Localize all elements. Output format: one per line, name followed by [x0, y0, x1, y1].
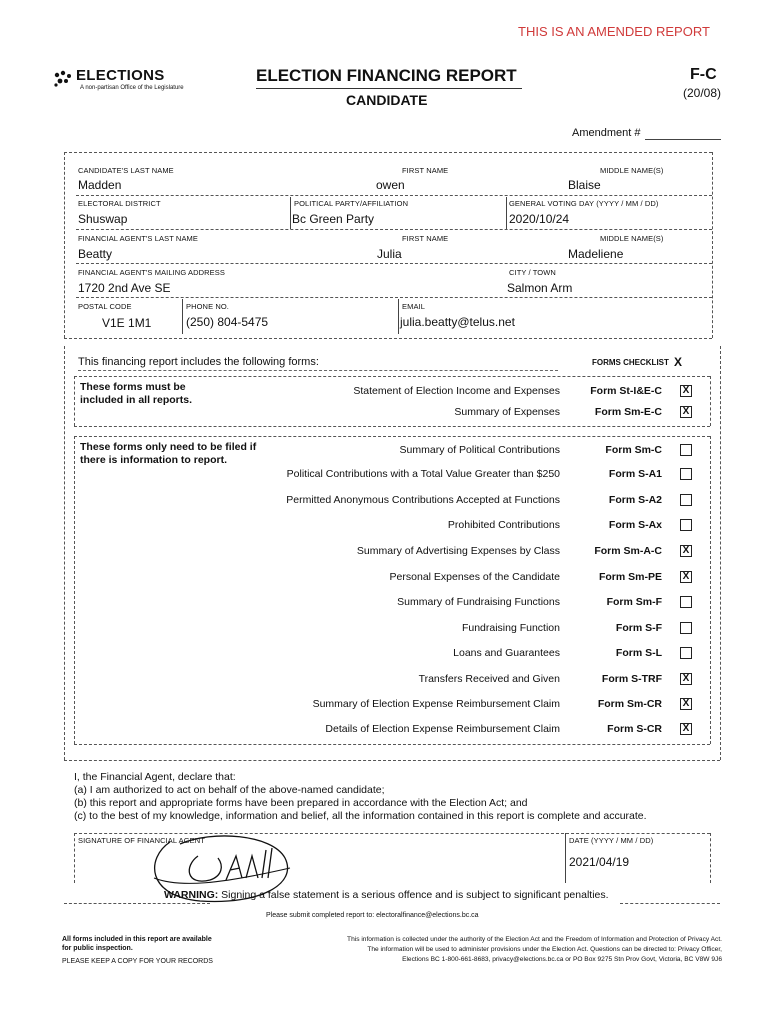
form-code-label: Form S-A2 — [608, 494, 662, 506]
date-box-left — [565, 833, 566, 883]
form-description: Summary of Political Contributions — [399, 444, 560, 456]
agent-city-field[interactable]: Salmon Arm — [507, 281, 573, 295]
report-title: ELECTION FINANCING REPORT — [256, 66, 517, 85]
form-code-label: Form Sm-C — [605, 444, 662, 456]
date-box-top — [566, 833, 710, 834]
required-box-left — [74, 376, 75, 426]
candidate-middle-name-label: MIDDLE NAME(S) — [600, 166, 664, 175]
agent-middle-name-label: MIDDLE NAME(S) — [600, 234, 664, 243]
id-box-left — [64, 152, 65, 338]
amendment-field[interactable] — [645, 139, 721, 140]
form-checkbox[interactable]: X — [680, 698, 692, 710]
amendment-label: Amendment # — [572, 127, 641, 139]
form-code-label: Form Sm-A-C — [594, 545, 662, 557]
form-checkbox[interactable]: X — [680, 406, 692, 418]
declaration-c: (c) to the best of my knowledge, information and belief, all the information contained in this report is complete and accurate. — [74, 810, 647, 822]
form-description: Loans and Guarantees — [453, 647, 560, 659]
form-code-label: Form S-F — [615, 622, 662, 634]
form-description: Summary of Election Expense Reimbursement Claim — [312, 698, 560, 710]
footer-public-2: for public inspection. — [62, 945, 133, 952]
email-label: EMAIL — [402, 302, 426, 311]
required-note: These forms must be included in all reports. — [80, 381, 193, 406]
form-description: Summary of Expenses — [454, 406, 560, 418]
id-box-top — [64, 152, 712, 153]
row-divider — [76, 297, 712, 298]
declaration-intro: I, the Financial Agent, declare that: — [74, 771, 236, 783]
section-left-border — [64, 346, 65, 760]
warning-prefix: WARNING: — [164, 889, 219, 901]
row-divider — [76, 263, 712, 264]
required-box-right — [710, 376, 711, 426]
form-code-label: Form St-I&E-C — [590, 385, 662, 397]
agent-city-label: CITY / TOWN — [509, 268, 556, 277]
declaration-b: (b) this report and appropriate forms have been prepared in accordance with the Election Act; and — [74, 797, 528, 809]
candidate-last-name-field[interactable]: Madden — [78, 178, 122, 192]
voting-day-field[interactable]: 2020/10/24 — [509, 212, 570, 226]
form-checkbox[interactable]: X — [680, 545, 692, 557]
agent-middle-name-field[interactable]: Madeliene — [568, 247, 624, 261]
form-code-label: Form S-TRF — [601, 673, 662, 685]
warning-rule — [620, 903, 720, 904]
electoral-district-field[interactable]: Shuswap — [78, 212, 128, 226]
form-description: Summary of Advertising Expenses by Class — [356, 545, 560, 557]
form-code-label: Form S-L — [615, 647, 662, 659]
party-field[interactable]: Bc Green Party — [292, 212, 375, 226]
postal-code-field[interactable]: V1E 1M1 — [102, 316, 152, 330]
checklist-mark: X — [674, 355, 683, 369]
form-code-label: Form Sm-E-C — [594, 406, 662, 418]
column-divider — [182, 299, 183, 334]
footer-keep-copy: PLEASE KEEP A COPY FOR YOUR RECORDS — [62, 958, 213, 965]
column-divider — [506, 197, 507, 229]
form-code-label: Form S-A1 — [608, 468, 662, 480]
form-code-label: Form Sm-F — [606, 596, 662, 608]
id-box-right — [712, 152, 713, 338]
optional-box-top — [74, 436, 710, 437]
form-description: Permitted Anonymous Contributions Accepted at Functions — [286, 494, 560, 506]
warning-line — [164, 889, 609, 901]
agent-first-name-field[interactable]: Julia — [377, 247, 402, 261]
candidate-first-name-field[interactable]: owen — [376, 178, 405, 192]
form-date: (20/08) — [683, 86, 722, 100]
report-subtitle: CANDIDATE — [346, 92, 428, 108]
intro-divider — [78, 370, 558, 371]
form-code-label: Form Sm-PE — [598, 571, 662, 583]
forms-intro: This financing report includes the following forms: — [78, 356, 319, 368]
warning-text: Signing a false statement is a serious offence and is subject to significant penalties. — [221, 889, 609, 901]
agent-address-label: FINANCIAL AGENT'S MAILING ADDRESS — [78, 268, 225, 277]
candidate-first-name-label: FIRST NAME — [402, 166, 449, 175]
form-code-label: Form S-Ax — [608, 519, 662, 531]
submit-note: Please submit completed report to: electoralfinance@elections.bc.ca — [266, 912, 479, 919]
optional-box-left — [74, 436, 75, 744]
required-box-top — [74, 376, 710, 377]
candidate-last-name-label: CANDIDATE'S LAST NAME — [78, 166, 174, 175]
form-checkbox[interactable] — [680, 468, 692, 480]
form-checkbox[interactable] — [680, 647, 692, 659]
logo-mark-icon — [52, 70, 74, 88]
logo-subtitle: A non-partisan Office of the Legislature — [80, 85, 184, 91]
electoral-district-label: ELECTORAL DISTRICT — [78, 199, 161, 208]
date-label: DATE (YYYY / MM / DD) — [569, 836, 654, 845]
agent-last-name-field[interactable]: Beatty — [78, 247, 113, 261]
row-divider — [76, 229, 712, 230]
footer-privacy-3: Elections BC 1-800-661-8683, privacy@elections.bc.ca or PO Box 9275 Stn Prov Govt, Victoria, BC V8W 9J6 — [402, 956, 722, 963]
agent-last-name-label: FINANCIAL AGENT'S LAST NAME — [78, 234, 198, 243]
form-description: Prohibited Contributions — [447, 519, 560, 531]
form-description: Details of Election Expense Reimbursement Claim — [325, 723, 560, 735]
form-checkbox[interactable] — [680, 444, 692, 456]
phone-field[interactable]: (250) 804-5475 — [186, 315, 269, 329]
required-box-bottom — [74, 426, 710, 427]
form-checkbox[interactable]: X — [680, 571, 692, 583]
form-description: Fundraising Function — [461, 622, 560, 634]
form-checkbox[interactable]: X — [680, 673, 692, 685]
signature-label: SIGNATURE OF FINANCIAL AGENT — [78, 836, 205, 845]
title-divider — [256, 88, 522, 89]
form-code-label: Form S-CR — [607, 723, 662, 735]
form-description: Statement of Election Income and Expenses — [353, 385, 560, 397]
date-box-right — [710, 833, 711, 883]
postal-code-label: POSTAL CODE — [78, 302, 132, 311]
footer-privacy-1: This information is collected under the authority of the Election Act and the Freedom of Information and Protection of Privacy Act. — [347, 936, 722, 943]
phone-label: PHONE NO. — [186, 302, 229, 311]
form-description: Political Contributions with a Total Value Greater than $250 — [286, 468, 560, 480]
party-label: POLITICAL PARTY/AFFILIATION — [294, 199, 409, 208]
id-box-bottom — [64, 338, 712, 339]
form-description: Personal Expenses of the Candidate — [389, 571, 560, 583]
row-divider — [76, 195, 712, 196]
date-field[interactable]: 2021/04/19 — [569, 855, 630, 869]
declaration-a: (a) I am authorized to act on behalf of the above-named candidate; — [74, 784, 385, 796]
form-code: F-C — [690, 66, 717, 83]
form-code-label: Form Sm-CR — [597, 698, 662, 710]
optional-box-right — [710, 436, 711, 744]
form-checkbox[interactable]: X — [680, 385, 692, 397]
amended-notice: THIS IS AN AMENDED REPORT — [518, 24, 710, 39]
email-field[interactable]: julia.beatty@telus.net — [400, 315, 515, 329]
column-divider — [290, 197, 291, 229]
agent-address-field[interactable]: 1720 2nd Ave SE — [78, 281, 171, 295]
form-checkbox[interactable] — [680, 494, 692, 506]
footer-public-1: All forms included in this report are available — [62, 936, 212, 943]
voting-day-label: GENERAL VOTING DAY (YYYY / MM / DD) — [509, 199, 659, 208]
candidate-middle-name-field[interactable]: Blaise — [568, 178, 601, 192]
column-divider — [398, 299, 399, 334]
warning-rule — [64, 903, 210, 904]
form-checkbox[interactable] — [680, 622, 692, 634]
logo-name: ELECTIONS — [76, 67, 165, 84]
optional-note: These forms only need to be filed if there is information to report. — [80, 441, 257, 466]
checklist-label: FORMS CHECKLIST — [592, 358, 669, 367]
form-description: Summary of Fundraising Functions — [397, 596, 560, 608]
form-checkbox[interactable]: X — [680, 723, 692, 735]
optional-box-bottom — [74, 744, 710, 745]
section-right-border — [720, 346, 721, 760]
section-bottom-border — [64, 760, 720, 761]
form-checkbox[interactable] — [680, 519, 692, 531]
form-checkbox[interactable] — [680, 596, 692, 608]
form-description: Transfers Received and Given — [418, 673, 560, 685]
footer-privacy-2: The information will be used to administer provisions under the Election Act. Questions can be directed to: Privacy Officer, — [367, 946, 722, 953]
agent-first-name-label: FIRST NAME — [402, 234, 449, 243]
